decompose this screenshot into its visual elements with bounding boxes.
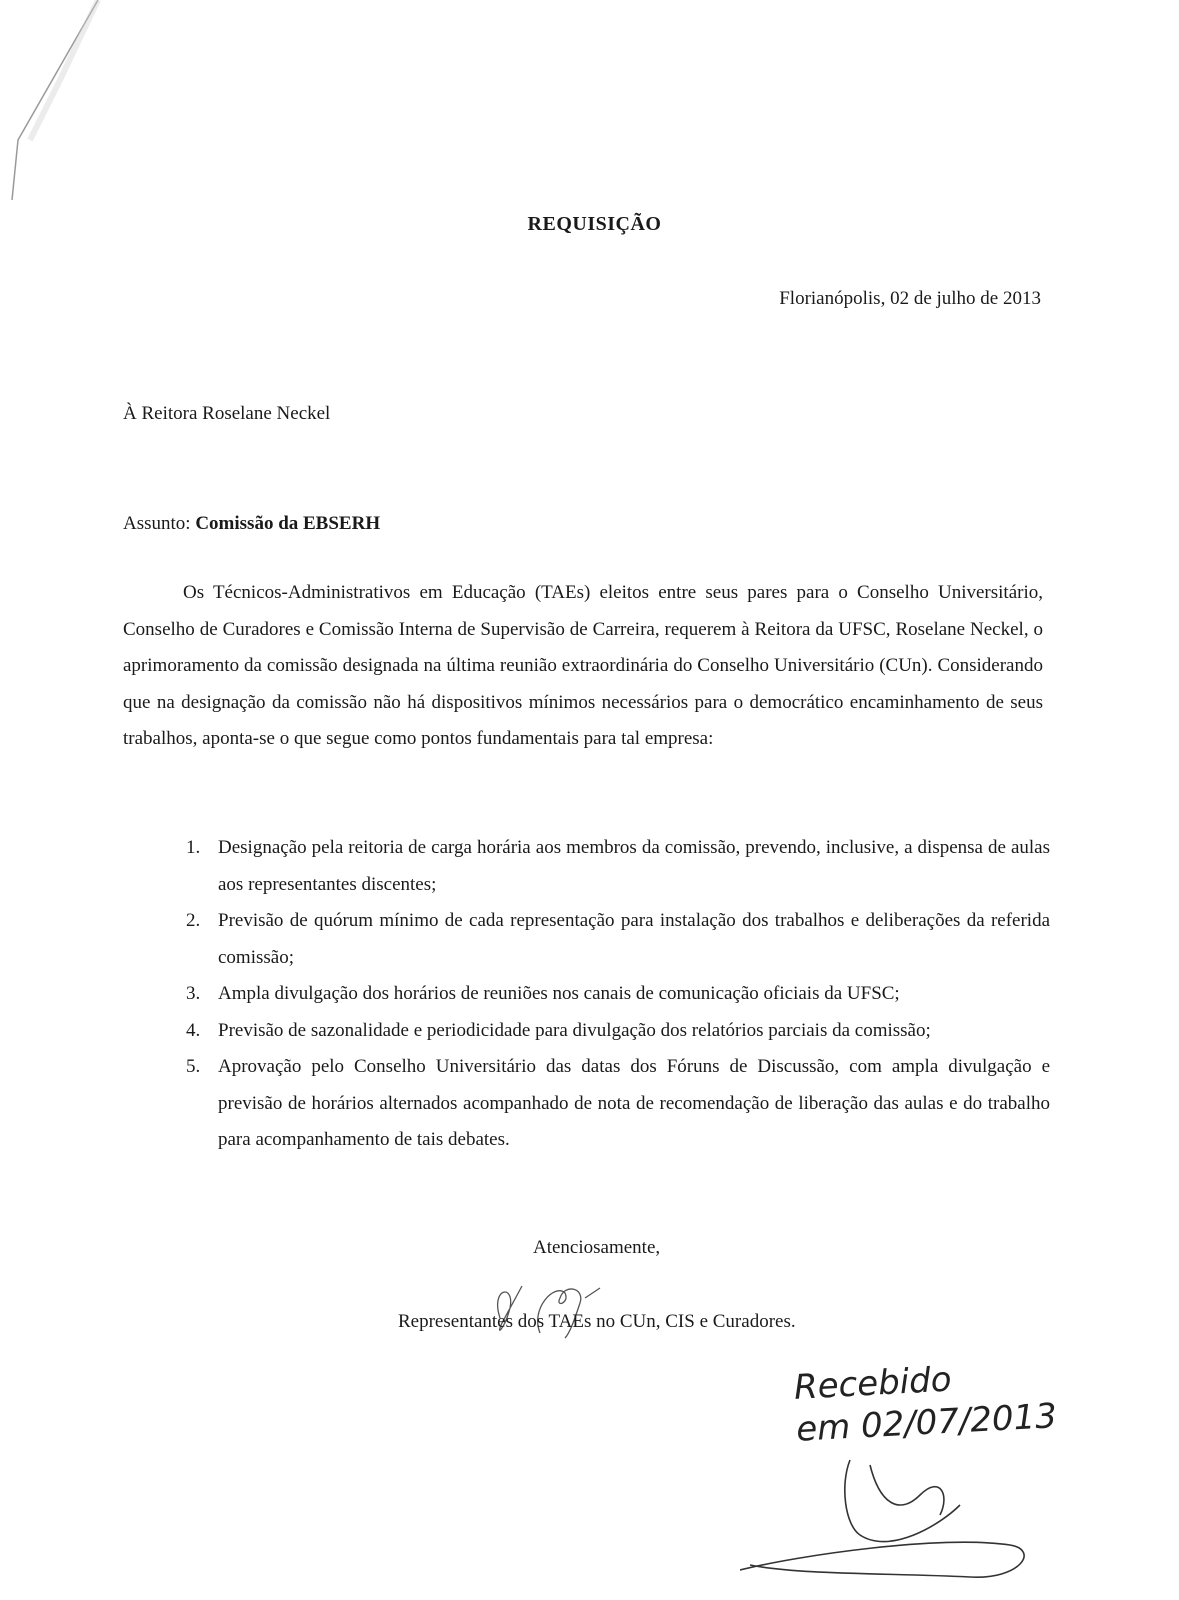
subject-value: Comissão da EBSERH (195, 513, 381, 534)
subject-label: Assunto: (123, 513, 191, 534)
subject-line (123, 513, 380, 535)
requirements-list (180, 830, 1050, 1159)
list-item-number: 2. (186, 910, 201, 931)
body-paragraph: Os Técnicos-Administrativos em Educação (TAEs) eleitos entre seus pares para o Conselho Universitário, Conselho de Curadores e Comissão Interna de Supervisão de Carreira, requerem à Reitora da UFSC, Roselane Neckel, o aprimoramento da comissão designada na última reunião extraordinária do Conselho Universitário (CUn). Considerando que na designação da comissão não há dispositivos mínimos necessários para o democrático encaminhamento de seus trabalhos, aponta-se o que segue como pontos fundamentais para tal empresa: (123, 582, 1043, 749)
list-item-text: Previsão de quórum mínimo de cada representação para instalação dos trabalhos e deliberações da referida comissão; (218, 910, 1050, 968)
list-item-number: 3. (186, 983, 201, 1004)
list-item (180, 903, 1050, 976)
list-item-number: 4. (186, 1019, 201, 1041)
list-item-text: Previsão de sazonalidade e periodicidade para divulgação dos relatórios parciais da comissão; (218, 1019, 931, 1041)
document-title: REQUISIÇÃO (527, 213, 662, 235)
received-note-line2: em 02/07/2013 (795, 1396, 1058, 1450)
received-note-line1: Recebido (793, 1359, 953, 1408)
list-item (180, 830, 1050, 903)
list-item-text: Ampla divulgação dos horários de reuniões nos canais de comunicação oficiais da UFSC; (218, 983, 900, 1004)
list-item-number: 1. (186, 837, 201, 858)
closing: Atenciosamente, (533, 1237, 661, 1258)
list-item-text: Designação pela reitoria de carga horária aos membros da comissão, prevendo, inclusive, a dispensa de aulas aos representantes discentes; (218, 837, 1050, 895)
document-date: Florianópolis, 02 de julho de 2013 (779, 288, 1041, 309)
page-fold-mark (0, 0, 140, 210)
list-item (180, 1049, 1050, 1159)
list-item (180, 1013, 1050, 1050)
list-item-number: 5. (186, 1056, 201, 1077)
handwritten-received-note (793, 1353, 1058, 1451)
signature-line: Representantes dos TAEs no CUn, CIS e Curadores. (398, 1311, 796, 1332)
list-item (180, 976, 1050, 1013)
recipient: À Reitora Roselane Neckel (123, 403, 331, 424)
list-item-text: Aprovação pelo Conselho Universitário das datas dos Fóruns de Discussão, com ampla divulgação e previsão de horários alternados acompanhado de nota de recomendação de liberação das aulas e do trabalho para acompanhamento de tais debates. (218, 1056, 1050, 1150)
